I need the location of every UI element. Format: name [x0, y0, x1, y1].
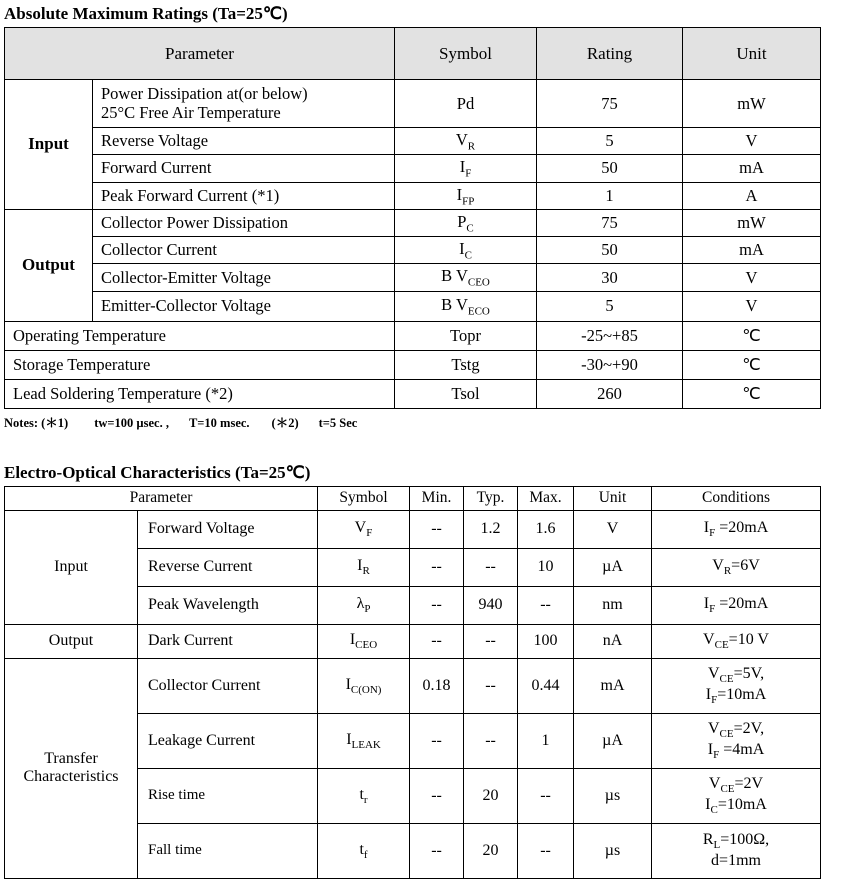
symbol-ifp-sub: FP: [462, 194, 475, 207]
max-ir: 10: [518, 548, 574, 586]
symbol-ic-on: [318, 658, 410, 713]
symbol-vf-sub: F: [366, 527, 373, 540]
unit-bvceo: V: [683, 264, 821, 291]
header-parameter: Parameter: [5, 28, 395, 80]
param-collector-emitter-voltage: Collector-Emitter Voltage: [93, 264, 395, 291]
max-tf: --: [518, 823, 574, 878]
typ-ir: --: [464, 548, 518, 586]
rating-pc: 75: [537, 209, 683, 236]
group-transfer-line1: Transfer: [44, 750, 98, 768]
param-forward-voltage: Forward Voltage: [138, 510, 318, 548]
symbol-ic-base: I: [459, 239, 465, 259]
symbol-vf-base: V: [354, 519, 367, 537]
symbol-tf-base: t: [359, 840, 364, 858]
symbol-ileak: [318, 713, 410, 768]
param-power-dissipation: [93, 80, 395, 128]
notes-text-2: T=10 msec.: [188, 415, 250, 430]
header-unit: Unit: [683, 28, 821, 80]
cond-tf-l1-sub: L: [713, 839, 721, 852]
cond-ic-on-l1-sub: CE: [719, 673, 734, 686]
absolute-maximum-ratings-table: [4, 27, 821, 409]
symbol-pc-base: P: [457, 211, 467, 231]
symbol-lambda-p: [318, 586, 410, 624]
cond-ic-on-l1-base: V: [707, 664, 720, 682]
symbol-ifp-base: I: [456, 184, 463, 204]
symbol-ir-sub: R: [362, 565, 370, 578]
param-reverse-current: Reverse Current: [138, 548, 318, 586]
rating-tsol: 260: [537, 379, 683, 408]
min-lambda-p: --: [410, 586, 464, 624]
max-ic-on: 0.44: [518, 658, 574, 713]
cond-ir-base: V: [712, 557, 724, 575]
cond-tf-l2-tail: d=1mm: [711, 852, 761, 869]
abs-max-notes: [4, 413, 853, 431]
table-row: [5, 510, 821, 548]
symbol-ifp: [395, 182, 537, 209]
typ-tf: 20: [464, 823, 518, 878]
symbol-ir: [318, 548, 410, 586]
table-row: [5, 291, 821, 321]
cond-tf: [652, 823, 821, 878]
symbol-tr-sub: r: [363, 793, 368, 806]
cond-ileak-l2-sub: F: [713, 748, 720, 761]
cond-iceo-base: V: [703, 631, 715, 649]
symbol-pc: [395, 209, 537, 236]
param-collector-current: Collector Current: [93, 237, 395, 264]
symbol-lambda-p-base: λ: [356, 595, 365, 613]
header-symbol: Symbol: [318, 486, 410, 510]
symbol-ileak-sub: LEAK: [351, 738, 381, 751]
symbol-bvceo-sub: CEO: [467, 276, 490, 289]
unit-tsol: ℃: [683, 379, 821, 408]
abs-max-ratings-title: [4, 4, 853, 24]
symbol-if: [395, 155, 537, 182]
cond-tr-l1-base: V: [708, 774, 721, 792]
rating-bvceo: 30: [537, 264, 683, 291]
param-dark-current: Dark Current: [138, 624, 318, 658]
max-iceo: 100: [518, 624, 574, 658]
cond-iceo: [652, 624, 821, 658]
symbol-tr-base: t: [359, 785, 364, 803]
header-parameter: Parameter: [5, 486, 318, 510]
cond-ileak-l1-tail: =2V,: [733, 719, 765, 737]
cond-lambda-p-tail: =20mA: [715, 595, 769, 613]
rating-bveco: 5: [537, 291, 683, 321]
rating-pd: 75: [537, 80, 683, 128]
cond-tr-l2-base: I: [705, 795, 711, 813]
notes-label: Notes:: [4, 415, 39, 430]
unit-pd: mW: [683, 80, 821, 128]
cond-ileak-l2-base: I: [707, 740, 714, 758]
param-power-dissipation-line1: Power Dissipation at(or below): [101, 83, 308, 103]
symbol-iceo-base: I: [349, 631, 356, 649]
min-vf: --: [410, 510, 464, 548]
group-input: Input: [5, 510, 138, 624]
table-row: [5, 209, 821, 236]
electro-optical-title: [4, 463, 853, 483]
cond-ic-on: [652, 658, 821, 713]
symbol-tr: [318, 768, 410, 823]
param-fall-time: Fall time: [138, 823, 318, 878]
electro-optical-characteristics-table: [4, 486, 821, 879]
rating-topr: -25~+85: [537, 321, 683, 350]
rating-ifp: 1: [537, 182, 683, 209]
param-rise-time: Rise time: [138, 768, 318, 823]
symbol-vf: [318, 510, 410, 548]
table-header-row: [5, 28, 821, 80]
table-row: [5, 350, 821, 379]
param-leakage-current: Leakage Current: [138, 713, 318, 768]
unit-tf: µs: [574, 823, 652, 878]
electro-optical-title-unit: ℃: [285, 462, 305, 482]
cond-tf-l1-base: R: [702, 831, 714, 849]
cond-iceo-tail: =10 V: [728, 631, 769, 649]
param-reverse-voltage: Reverse Voltage: [93, 128, 395, 155]
typ-vf: 1.2: [464, 510, 518, 548]
cond-ic-on-l2-base: I: [705, 685, 712, 703]
cond-ir-sub: R: [723, 565, 732, 578]
symbol-ic-on-base: I: [345, 675, 351, 693]
cond-ileak-l1-base: V: [707, 719, 720, 737]
unit-vf: V: [574, 510, 652, 548]
notes-text-3: t=5 Sec: [318, 415, 358, 430]
group-output: Output: [5, 209, 93, 321]
cond-tr-l2-sub: C: [710, 803, 718, 816]
min-ir: --: [410, 548, 464, 586]
typ-lambda-p: 940: [464, 586, 518, 624]
min-ic-on: 0.18: [410, 658, 464, 713]
table-header-row: [5, 486, 821, 510]
group-transfer-characteristics: [5, 658, 138, 878]
symbol-tf: [318, 823, 410, 878]
header-rating: Rating: [537, 28, 683, 80]
table-row: [5, 321, 821, 350]
symbol-pd: Pd: [395, 80, 537, 128]
datasheet-page: [0, 4, 853, 869]
table-row: [5, 128, 821, 155]
cond-ic-on-l1-tail: =5V,: [733, 664, 765, 682]
unit-topr: ℃: [683, 321, 821, 350]
unit-ileak: µA: [574, 713, 652, 768]
symbol-bvceo-base: B V: [441, 266, 468, 286]
max-vf: 1.6: [518, 510, 574, 548]
symbol-tstg: Tstg: [395, 350, 537, 379]
group-input: Input: [5, 80, 93, 210]
typ-tr: 20: [464, 768, 518, 823]
table-row: [5, 155, 821, 182]
cond-tr-l1-sub: CE: [720, 783, 735, 796]
unit-ir: µA: [574, 548, 652, 586]
symbol-ileak-base: I: [346, 730, 352, 748]
electro-optical-title-text: Electro-Optical Characteristics (Ta=25: [4, 462, 286, 482]
symbol-iceo-sub: CEO: [355, 639, 378, 652]
table-row: [5, 658, 821, 713]
unit-pc: mW: [683, 209, 821, 236]
param-emitter-collector-voltage: Emitter-Collector Voltage: [93, 291, 395, 321]
symbol-ic-sub: C: [464, 249, 472, 262]
param-collector-power-dissipation: Collector Power Dissipation: [93, 209, 395, 236]
table-row: [5, 379, 821, 408]
header-symbol: Symbol: [395, 28, 537, 80]
min-tr: --: [410, 768, 464, 823]
symbol-lambda-p-sub: P: [364, 603, 371, 616]
unit-lambda-p: nm: [574, 586, 652, 624]
unit-ifp: A: [683, 182, 821, 209]
table-row: [5, 624, 821, 658]
table-row: [5, 182, 821, 209]
rating-ic: 50: [537, 237, 683, 264]
param-peak-wavelength: Peak Wavelength: [138, 586, 318, 624]
table-row: [5, 80, 821, 128]
header-max: Max.: [518, 486, 574, 510]
cond-iceo-sub: CE: [714, 639, 729, 652]
symbol-ic: [395, 237, 537, 264]
notes-ref-1: (＊1): [41, 415, 69, 430]
param-lead-soldering-temperature: Lead Soldering Temperature (*2): [5, 379, 395, 408]
header-min: Min.: [410, 486, 464, 510]
param-operating-temperature: Operating Temperature: [5, 321, 395, 350]
symbol-if-base: I: [459, 157, 466, 177]
param-forward-current: Forward Current: [93, 155, 395, 182]
unit-tstg: ℃: [683, 350, 821, 379]
abs-max-title-text: Absolute Maximum Ratings (Ta=25: [4, 4, 263, 23]
header-typ: Typ.: [464, 486, 518, 510]
unit-if: mA: [683, 155, 821, 182]
symbol-bvceo: [395, 264, 537, 291]
symbol-pc-sub: C: [466, 222, 474, 235]
cond-lambda-p-sub: F: [709, 603, 716, 616]
symbol-bveco-base: B V: [441, 295, 468, 315]
symbol-vr-base: V: [455, 130, 468, 149]
electro-optical-title-tail: ): [304, 462, 311, 482]
symbol-vr-sub: R: [467, 140, 476, 153]
symbol-ir-base: I: [357, 557, 363, 575]
param-peak-forward-current: Peak Forward Current (*1): [93, 182, 395, 209]
cond-ir: [652, 548, 821, 586]
cond-tr-l1-tail: =2V: [734, 774, 764, 792]
param-collector-current: Collector Current: [138, 658, 318, 713]
cond-vf-tail: =20mA: [715, 519, 769, 537]
min-iceo: --: [410, 624, 464, 658]
cond-ir-tail: =6V: [731, 557, 760, 575]
cond-tr-l2-tail: =10mA: [717, 795, 767, 813]
group-transfer-line2: Characteristics: [23, 768, 119, 786]
cond-lambda-p: [652, 586, 821, 624]
rating-if: 50: [537, 155, 683, 182]
cond-tf-l1-tail: =100Ω,: [720, 831, 770, 849]
symbol-bveco-sub: ECO: [467, 305, 490, 318]
cond-vf: [652, 510, 821, 548]
cond-ileak-l1-sub: CE: [719, 728, 734, 741]
cond-vf-sub: F: [709, 527, 716, 540]
symbol-iceo: [318, 624, 410, 658]
typ-iceo: --: [464, 624, 518, 658]
unit-ic: mA: [683, 237, 821, 264]
symbol-vr: [395, 128, 537, 155]
symbol-ic-on-sub: C(ON): [350, 683, 382, 696]
unit-bveco: V: [683, 291, 821, 321]
symbol-bveco: [395, 291, 537, 321]
cond-tr: [652, 768, 821, 823]
cond-vf-base: I: [703, 519, 710, 537]
abs-max-title-unit: ℃: [262, 4, 282, 23]
rating-tstg: -30~+90: [537, 350, 683, 379]
cond-ileak: [652, 713, 821, 768]
unit-ic-on: mA: [574, 658, 652, 713]
header-conditions: Conditions: [652, 486, 821, 510]
cond-ic-on-l2-sub: F: [711, 693, 718, 706]
unit-vr: V: [683, 128, 821, 155]
symbol-topr: Topr: [395, 321, 537, 350]
header-unit: Unit: [574, 486, 652, 510]
min-tf: --: [410, 823, 464, 878]
rating-vr: 5: [537, 128, 683, 155]
max-tr: --: [518, 768, 574, 823]
notes-ref-2: (＊2): [271, 415, 299, 430]
cond-ic-on-l2-tail: =10mA: [717, 685, 767, 703]
table-row: [5, 237, 821, 264]
symbol-tsol: Tsol: [395, 379, 537, 408]
symbol-if-sub: F: [465, 167, 472, 180]
unit-iceo: nA: [574, 624, 652, 658]
group-output: Output: [5, 624, 138, 658]
notes-text-1: tw=100 µsec. ,: [94, 415, 169, 430]
param-storage-temperature: Storage Temperature: [5, 350, 395, 379]
typ-ic-on: --: [464, 658, 518, 713]
cond-ileak-l2-tail: =4mA: [719, 740, 765, 758]
min-ileak: --: [410, 713, 464, 768]
abs-max-title-tail: ): [281, 4, 288, 23]
max-ileak: 1: [518, 713, 574, 768]
unit-tr: µs: [574, 768, 652, 823]
symbol-tf-sub: f: [363, 848, 368, 861]
typ-ileak: --: [464, 713, 518, 768]
max-lambda-p: --: [518, 586, 574, 624]
param-power-dissipation-line2: 25°C Free Air Temperature: [101, 102, 281, 122]
cond-lambda-p-base: I: [703, 595, 710, 613]
table-row: [5, 264, 821, 291]
